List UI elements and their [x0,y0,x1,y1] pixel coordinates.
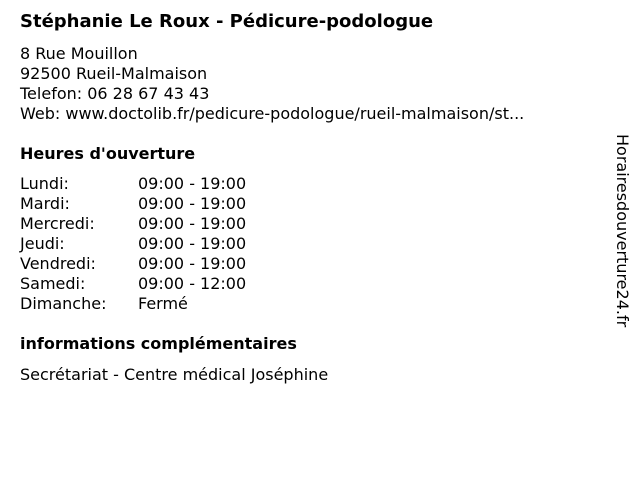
page-title: Stéphanie Le Roux - Pédicure-podologue [20,11,434,32]
phone-number: Telefon: 06 28 67 43 43 [20,84,210,103]
hours-time: 09:00 - 19:00 [138,174,247,193]
additional-info-text: Secrétariat - Centre médical Joséphine [20,365,329,384]
hours-time: 09:00 - 19:00 [138,254,247,273]
hours-time: 09:00 - 19:00 [138,194,247,213]
hours-day: Mardi: [20,194,70,213]
address-block [20,44,524,124]
hours-day: Vendredi: [20,254,96,273]
hours-time: 09:00 - 19:00 [138,234,247,253]
hours-day: Samedi: [20,274,86,293]
street-address: 8 Rue Mouillon [20,44,138,63]
opening-hours-heading: Heures d'ouverture [20,144,196,163]
hours-time: Fermé [138,294,188,313]
hours-day: Jeudi: [20,234,65,253]
website: Web: www.doctolib.fr/pedicure-podologue/rueil-malmaison/st... [20,104,525,123]
watermark: Horairesdouverture24.fr [613,134,632,328]
hours-day: Lundi: [20,174,69,193]
hours-day: Dimanche: [20,294,107,313]
additional-info-heading: informations complémentaires [20,334,297,353]
hours-day: Mercredi: [20,214,95,233]
hours-time: 09:00 - 12:00 [138,274,247,293]
hours-time: 09:00 - 19:00 [138,214,247,233]
city-address: 92500 Rueil-Malmaison [20,64,208,83]
